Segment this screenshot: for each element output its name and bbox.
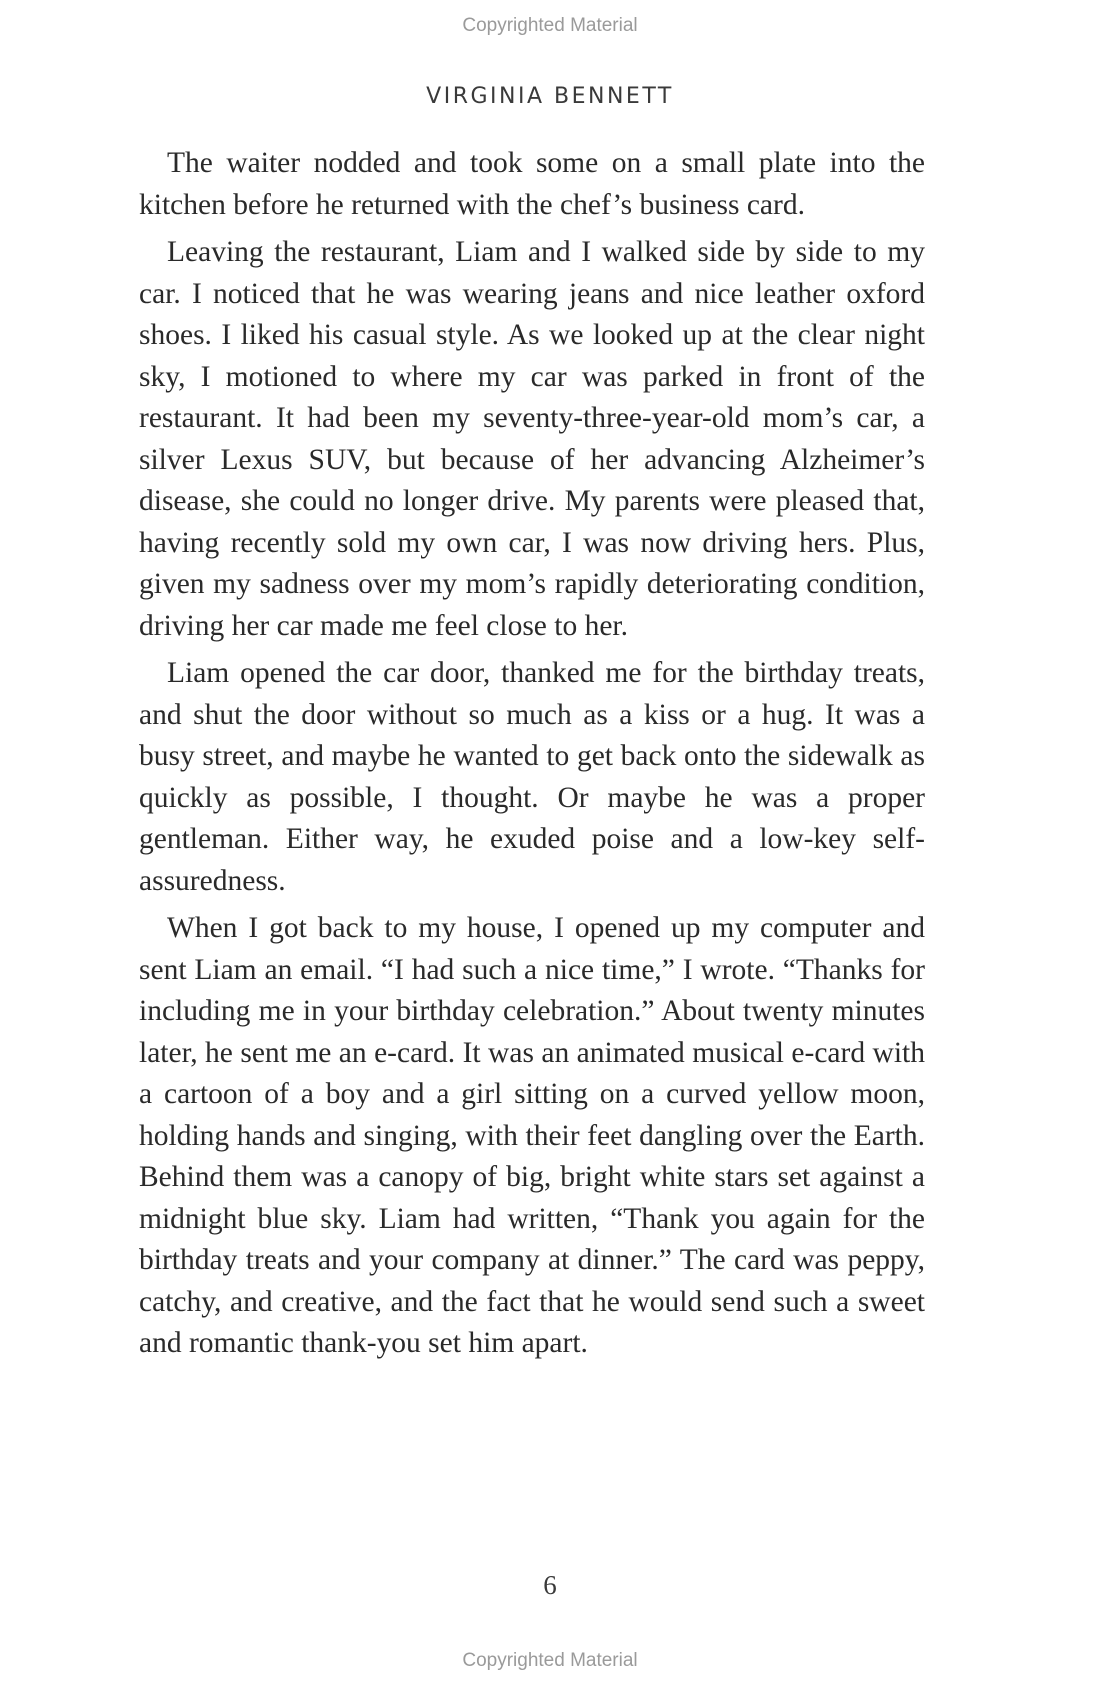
body-text bbox=[139, 143, 925, 1371]
running-head-author: VIRGINIA BENNETT bbox=[426, 84, 674, 109]
copyright-watermark-top: Copyrighted Material bbox=[462, 15, 638, 36]
page-number: 6 bbox=[543, 1570, 557, 1600]
paragraph: Liam opened the car door, thanked me for the birthday treats, and shut the door without so much as a kiss or a hug. It was a busy street, and maybe he wanted to get back onto the sidewalk as quickly as possible, I thought. Or maybe he was a proper gentleman. Either way, he exuded poise and a low-key self-assuredness. bbox=[139, 657, 925, 897]
copyright-watermark-bottom: Copyrighted Material bbox=[462, 1650, 638, 1671]
paragraph: When I got back to my house, I opened up my computer and sent Liam an email. “I had such a nice time,” I wrote. “Thanks for including me in your birthday celebration.” About twenty minutes later, he sent me an e-card. It was an animated musical e-card with a cartoon of a boy and a girl sitting on a curved yellow moon, holding hands and singing, with their feet dangling over the Earth. Behind them was a canopy of big, bright white stars set against a midnight blue sky. Liam had written, “Thank you again for the birthday treats and your company at dinner.” The card was peppy, catchy, and creative, and the fact that he would send such a sweet and romantic thank-you set him apart. bbox=[139, 912, 925, 1359]
paragraph: The waiter nodded and took some on a small plate into the kitchen before he returned with the chef’s business card. bbox=[139, 147, 925, 221]
paragraph: Leaving the restaurant, Liam and I walked side by side to my car. I noticed that he was wearing jeans and nice leather oxford shoes. I liked his casual style. As we looked up at the clear night sky, I motioned to where my car was parked in front of the restaurant. It had been my seventy-three-year-old mom’s car, a silver Lexus SUV, but because of her advancing Alzheimer’s disease, she could no longer drive. My parents were pleased that, having recently sold my own car, I was now driving hers. Plus, given my sadness over my mom’s rapidly deteriorating condition, driving her car made me feel close to her. bbox=[139, 236, 925, 642]
